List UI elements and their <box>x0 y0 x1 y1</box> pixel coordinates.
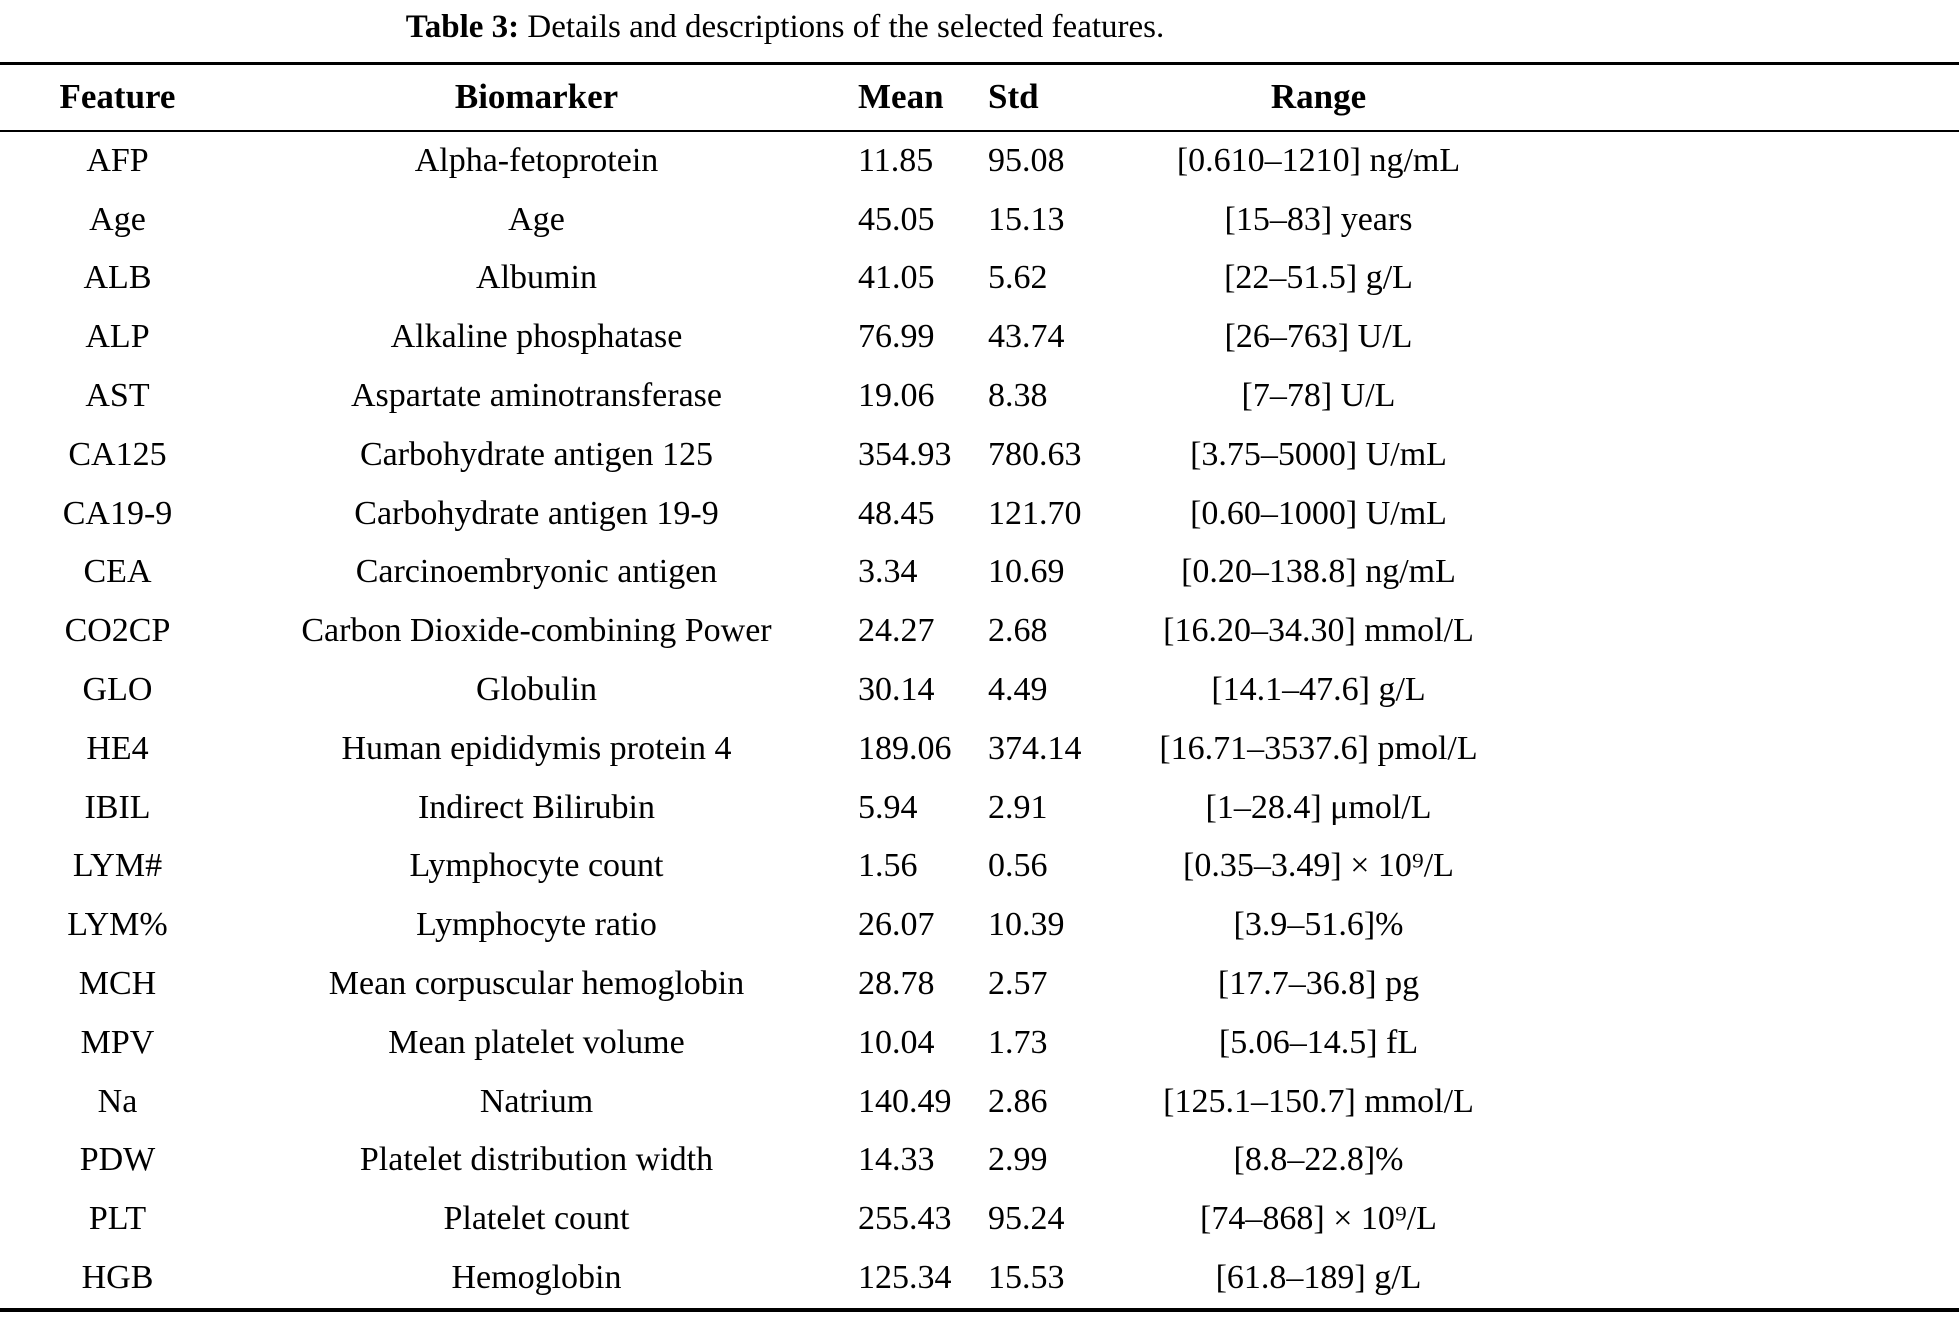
range-cell: [74–868] × 10⁹/L <box>1200 1200 1437 1238</box>
table-row <box>0 779 1959 838</box>
feature-cell: PDW <box>79 1141 156 1179</box>
mean-cell: 11.85 <box>858 141 934 179</box>
table-row <box>0 249 1959 308</box>
mean-cell: 10.04 <box>858 1023 935 1061</box>
biomarker-cell: Carcinoembryonic antigen <box>355 553 718 591</box>
std-cell: 10.69 <box>988 553 1065 591</box>
biomarker-cell: Carbohydrate antigen 19-9 <box>354 494 719 532</box>
biomarker-cell: Carbon Dioxide-combining Power <box>301 612 772 650</box>
std-cell: 2.86 <box>988 1082 1048 1120</box>
biomarker-cell: Lymphocyte count <box>409 847 664 885</box>
table-row <box>0 485 1959 544</box>
table-header <box>0 63 1959 131</box>
std-cell: 43.74 <box>988 318 1065 356</box>
range-cell: [8.8–22.8]% <box>1233 1141 1404 1179</box>
table-row <box>0 1190 1959 1249</box>
mean-cell: 1.56 <box>858 847 918 885</box>
table-row <box>0 543 1959 602</box>
mean-cell: 48.45 <box>858 494 935 532</box>
mean-cell: 24.27 <box>858 612 935 650</box>
std-cell: 95.24 <box>988 1200 1065 1238</box>
std-cell: 5.62 <box>988 259 1048 297</box>
std-cell: 15.13 <box>988 200 1065 238</box>
feature-cell: PLT <box>88 1200 147 1238</box>
biomarker-cell: Indirect Bilirubin <box>417 788 655 826</box>
range-cell: [1–28.4] μmol/L <box>1205 788 1432 826</box>
biomarker-cell: Lymphocyte ratio <box>416 906 657 944</box>
feature-cell: GLO <box>82 671 153 709</box>
mean-cell: 28.78 <box>858 965 935 1002</box>
biomarker-cell: Aspartate aminotransferase <box>351 377 722 415</box>
table-caption-text: Details and descriptions of the selected features. <box>519 9 1165 45</box>
table-row <box>0 1073 1959 1132</box>
table-row <box>0 955 1959 1014</box>
mean-cell: 19.06 <box>858 377 935 415</box>
feature-cell: IBIL <box>84 788 151 826</box>
table-caption-label: Table 3: <box>405 9 520 45</box>
table-row <box>0 367 1959 426</box>
range-cell: [61.8–189] g/L <box>1215 1258 1422 1296</box>
biomarker-cell: Platelet count <box>443 1200 630 1238</box>
header-row <box>0 63 1959 131</box>
biomarker-cell: Platelet distribution width <box>359 1141 714 1179</box>
table-row <box>0 131 1959 191</box>
mean-cell: 26.07 <box>858 906 935 944</box>
feature-cell: MCH <box>78 965 157 1002</box>
table-row <box>0 602 1959 661</box>
biomarker-cell: Age <box>508 200 565 238</box>
std-cell: 2.99 <box>988 1141 1048 1179</box>
table-row <box>0 1131 1959 1190</box>
feature-cell: AST <box>85 377 150 415</box>
range-cell: [17.7–36.8] pg <box>1217 965 1420 1002</box>
feature-cell: HGB <box>81 1258 154 1296</box>
range-cell: [16.71–3537.6] pmol/L <box>1159 729 1478 767</box>
range-cell: [26–763] U/L <box>1224 318 1413 356</box>
std-cell: 780.63 <box>988 435 1082 473</box>
std-cell: 0.56 <box>988 847 1048 885</box>
table-row <box>0 426 1959 485</box>
range-cell: [15–83] years <box>1224 200 1413 238</box>
mean-cell: 354.93 <box>858 435 952 473</box>
mean-cell: 3.34 <box>858 553 918 591</box>
std-cell: 2.91 <box>988 788 1048 826</box>
mean-cell: 255.43 <box>858 1200 952 1238</box>
biomarker-cell: Carbohydrate antigen 125 <box>359 435 714 473</box>
std-cell: 10.39 <box>988 906 1065 944</box>
std-cell: 1.73 <box>988 1023 1048 1061</box>
table-row <box>0 896 1959 955</box>
range-cell: [22–51.5] g/L <box>1224 259 1413 297</box>
range-cell: [0.35–3.49] × 10⁹/L <box>1183 847 1454 885</box>
table-row <box>0 720 1959 779</box>
biomarker-cell: Natrium <box>479 1082 594 1120</box>
mean-cell: 30.14 <box>858 671 935 709</box>
feature-cell: AFP <box>86 141 149 179</box>
feature-cell: HE4 <box>86 729 149 767</box>
range-cell: [14.1–47.6] g/L <box>1211 671 1426 709</box>
feature-cell: Na <box>97 1082 138 1120</box>
header-range: Range <box>1098 63 1959 131</box>
header-std: Std <box>968 63 1098 131</box>
mean-cell: 76.99 <box>858 318 935 356</box>
biomarker-cell: Albumin <box>476 259 597 297</box>
table-body <box>0 131 1959 1310</box>
biomarker-cell: Mean corpuscular hemoglobin <box>328 965 745 1002</box>
mean-cell: 14.33 <box>858 1141 935 1179</box>
biomarker-cell: Human epididymis protein 4 <box>341 729 732 767</box>
feature-cell: ALB <box>83 259 152 297</box>
biomarker-cell: Alpha-fetoprotein <box>414 141 659 179</box>
table-row <box>0 308 1959 367</box>
feature-cell: LYM% <box>67 906 168 944</box>
std-cell: 2.57 <box>988 965 1048 1002</box>
std-cell: 15.53 <box>988 1258 1065 1296</box>
table-caption <box>0 0 1570 62</box>
std-cell: 374.14 <box>988 729 1082 767</box>
header-feature: Feature <box>0 63 235 131</box>
feature-cell: CEA <box>83 553 152 591</box>
mean-cell: 5.94 <box>858 788 918 826</box>
range-cell: [0.20–138.8] ng/mL <box>1181 553 1456 591</box>
range-cell: [125.1–150.7] mmol/L <box>1163 1082 1474 1120</box>
table-row <box>0 1249 1959 1310</box>
biomarker-cell: Alkaline phosphatase <box>390 318 683 356</box>
header-mean: Mean <box>838 63 968 131</box>
header-biomarker: Biomarker <box>235 63 838 131</box>
mean-cell: 45.05 <box>858 200 935 238</box>
feature-cell: Age <box>89 200 146 238</box>
std-cell: 95.08 <box>988 141 1065 179</box>
range-cell: [5.06–14.5] fL <box>1218 1023 1419 1061</box>
range-cell: [3.75–5000] U/mL <box>1190 435 1447 473</box>
std-cell: 4.49 <box>988 671 1048 709</box>
feature-cell: ALP <box>85 318 150 356</box>
biomarker-cell: Mean platelet volume <box>388 1023 685 1061</box>
feature-cell: CA125 <box>68 435 167 473</box>
table-row <box>0 837 1959 896</box>
biomarker-cell: Hemoglobin <box>451 1258 622 1296</box>
features-table <box>0 62 1959 1312</box>
table-row <box>0 1014 1959 1073</box>
range-cell: [7–78] U/L <box>1241 377 1396 415</box>
std-cell: 2.68 <box>988 612 1048 650</box>
range-cell: [3.9–51.6]% <box>1233 906 1404 944</box>
range-cell: [0.60–1000] U/mL <box>1190 494 1447 532</box>
feature-cell: MPV <box>80 1023 155 1061</box>
feature-cell: LYM# <box>72 847 163 885</box>
feature-cell: CO2CP <box>64 612 171 650</box>
table-row <box>0 191 1959 250</box>
mean-cell: 189.06 <box>858 729 952 767</box>
std-cell: 121.70 <box>988 494 1082 532</box>
feature-cell: CA19-9 <box>62 494 173 532</box>
biomarker-cell: Globulin <box>476 671 597 709</box>
mean-cell: 125.34 <box>858 1258 952 1296</box>
mean-cell: 41.05 <box>858 259 935 297</box>
range-cell: [0.610–1210] ng/mL <box>1176 141 1461 179</box>
std-cell: 8.38 <box>988 377 1048 415</box>
mean-cell: 140.49 <box>858 1082 952 1120</box>
table-row <box>0 661 1959 720</box>
range-cell: [16.20–34.30] mmol/L <box>1163 612 1474 650</box>
